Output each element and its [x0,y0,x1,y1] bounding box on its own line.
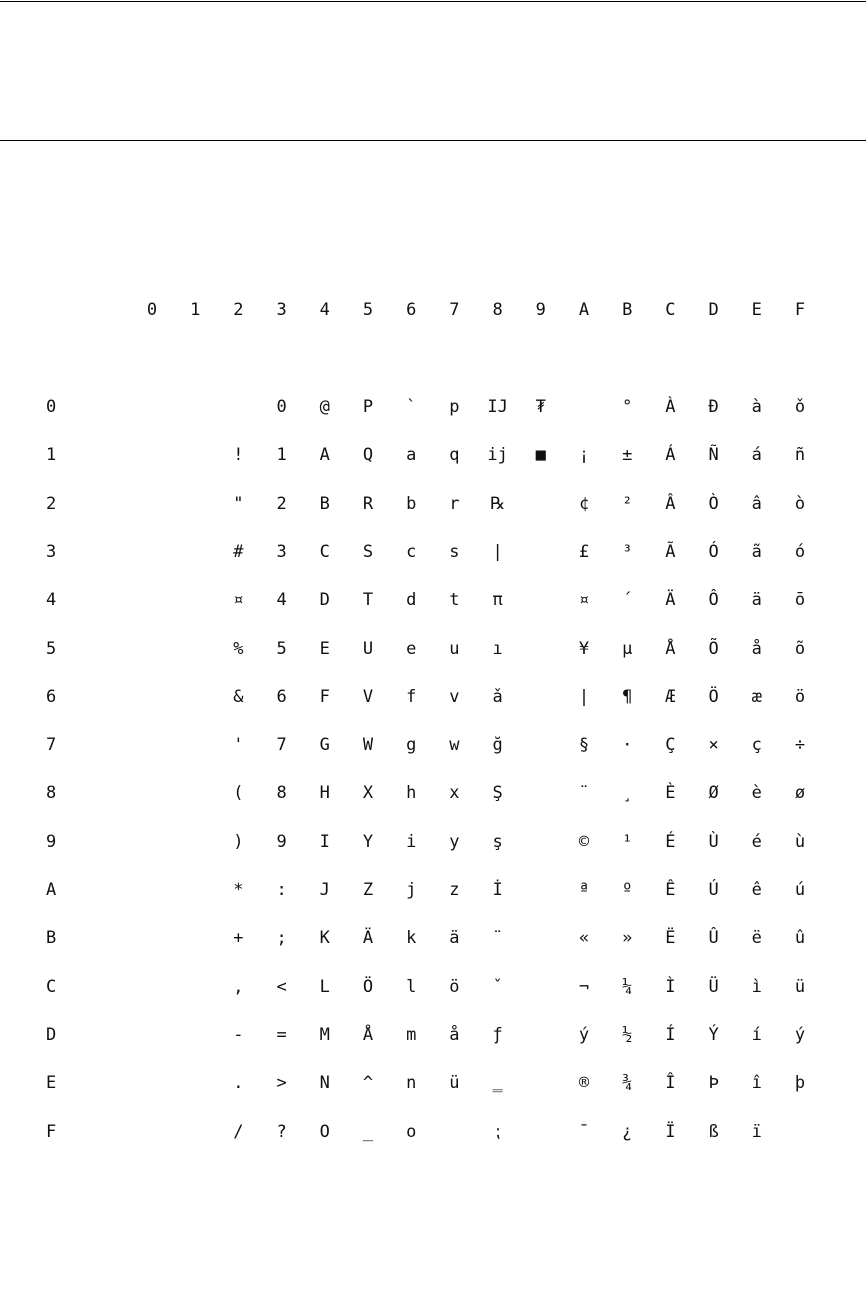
column-header-1: 1 [190,300,201,320]
char-cell-93: 9 [276,831,287,852]
char-cell-08: IJ [487,397,508,417]
char-cell-97: y [449,831,460,852]
char-cell-EF: þ [794,1073,806,1094]
char-cell-7B: · [622,735,633,756]
row-header-6: 6 [46,686,57,707]
char-cell-2F: ò [794,493,806,514]
row-header-4: 4 [46,590,57,611]
char-cell-F6: o [406,1121,417,1142]
char-cell-1E: á [751,445,762,466]
char-cell-0B: ° [622,397,633,417]
char-cell-C6: l [406,976,417,997]
char-cell-12: ! [233,445,244,466]
char-cell-33: 3 [276,541,287,562]
char-cell-14: A [319,445,330,466]
char-cell-A6: j [406,880,417,900]
char-cell-7C: Ç [665,735,676,756]
char-cell-AB: º [622,880,633,900]
char-cell-A8: İ [492,880,503,900]
char-cell-BC: Ë [665,928,676,949]
row-header-2: 2 [46,493,57,514]
char-cell-77: w [449,735,460,756]
char-cell-D6: m [406,1024,417,1045]
char-cell-34: C [319,541,330,562]
char-cell-CC: Ì [665,976,676,997]
char-cell-05: P [362,397,374,417]
char-cell-D4: M [319,1024,330,1045]
char-cell-EE: î [751,1073,762,1094]
char-cell-54: E [319,638,330,659]
char-cell-DC: Í [665,1024,676,1045]
char-cell-67: v [449,686,460,707]
char-cell-0D: Đ [708,397,719,417]
char-cell-E6: n [406,1073,417,1094]
char-cell-C3: < [276,976,287,997]
char-cell-03: 0 [276,397,287,417]
row-header-5: 5 [46,638,57,659]
char-cell-3B: ³ [622,541,633,562]
char-cell-6C: Æ [665,686,676,707]
char-cell-6E: æ [751,686,762,707]
char-cell-87: x [449,783,460,804]
char-cell-C8: ˇ [492,976,503,997]
char-cell-83: 8 [276,783,287,804]
char-cell-EC: Î [665,1073,676,1094]
char-cell-58: ı [492,638,503,659]
char-cell-E2: . [233,1073,244,1094]
char-cell-AE: ê [751,880,762,900]
char-cell-A7: z [449,880,460,900]
char-cell-04: @ [319,397,330,417]
char-cell-8B: ¸ [622,783,633,804]
row-header-3: 3 [46,541,57,562]
char-cell-5B: µ [622,638,633,659]
char-cell-4A: ¤ [578,590,590,611]
char-cell-73: 7 [276,735,287,756]
char-cell-63: 6 [276,686,287,707]
char-cell-16: a [406,445,417,466]
char-cell-F5: _ [362,1121,374,1142]
row-header-9: 9 [46,831,57,852]
char-cell-7A: § [578,735,590,756]
column-header-D: D [708,300,719,320]
char-cell-BF: û [794,928,806,949]
char-cell-64: F [319,686,330,707]
char-cell-46: d [406,590,417,611]
char-cell-47: t [449,590,460,611]
column-header-8: 8 [492,300,503,320]
char-cell-BD: Û [708,928,719,949]
char-cell-94: I [319,831,330,852]
char-cell-4B: ´ [622,590,633,611]
char-cell-C5: Ö [362,976,374,997]
char-cell-ED: Þ [708,1073,719,1094]
char-cell-96: i [406,831,417,852]
char-cell-DB: ½ [622,1024,633,1045]
char-cell-E7: ü [449,1073,460,1094]
row-header-F: F [46,1121,57,1142]
char-cell-3D: Ó [708,541,719,562]
char-cell-AD: Ú [708,880,719,900]
char-cell-09: ₮ [535,397,546,417]
char-cell-1D: Ñ [708,445,719,466]
char-cell-7E: ç [751,735,762,756]
char-cell-3E: ã [751,541,762,562]
char-cell-F8: ⁏ [494,1121,501,1142]
char-cell-28: ℞ [489,493,506,514]
char-cell-65: V [362,686,374,707]
char-cell-8F: ø [794,783,806,804]
char-cell-78: ğ [492,735,503,756]
column-header-E: E [751,300,762,320]
char-cell-DF: ý [794,1024,806,1045]
char-cell-48: π [492,590,503,611]
char-cell-6A: | [578,686,590,707]
char-cell-B5: Ä [362,928,374,949]
char-cell-B6: k [406,928,417,949]
char-cell-57: u [449,638,460,659]
char-cell-E5: ^ [362,1073,374,1094]
char-cell-E8: ‗ [492,1073,503,1094]
char-cell-A3: : [276,880,287,900]
char-cell-5F: õ [794,638,806,659]
char-cell-CF: ü [794,976,806,997]
char-cell-3F: ó [794,541,806,562]
char-cell-FE: ï [751,1121,762,1142]
char-cell-FA: ¯ [578,1121,590,1142]
char-cell-1A: ¡ [578,445,590,466]
char-cell-2E: â [751,493,762,514]
char-cell-BB: » [622,928,633,949]
char-cell-1B: ± [622,445,633,466]
char-cell-06: ` [406,397,417,417]
char-cell-38: | [492,541,503,562]
char-cell-B8: ¨ [492,928,503,949]
char-cell-13: 1 [276,445,287,466]
char-cell-92: ) [233,831,244,852]
char-cell-AF: ú [794,880,806,900]
char-cell-45: T [362,590,374,611]
char-cell-68: ǎ [492,686,503,707]
char-cell-18: ij [487,445,508,466]
column-header-5: 5 [362,300,374,320]
char-cell-2C: Â [665,493,676,514]
char-cell-2D: Ò [708,493,719,514]
char-cell-4C: Ä [665,590,676,611]
char-cell-98: ş [492,831,503,852]
char-cell-DA: ý [578,1024,590,1045]
char-cell-4D: Ô [708,590,719,611]
char-cell-15: Q [362,445,374,466]
char-cell-F2: / [233,1121,244,1142]
column-header-A: A [578,300,590,320]
column-header-7: 7 [449,300,460,320]
char-cell-07: p [449,397,460,417]
char-cell-B7: ä [449,928,460,949]
char-cell-6D: Ö [708,686,719,707]
char-cell-88: Ş [492,783,503,804]
char-cell-B2: + [233,928,244,949]
char-cell-7F: ÷ [794,735,806,756]
char-cell-FC: Ï [665,1121,676,1142]
char-cell-42: ¤ [233,590,244,611]
char-cell-74: G [319,735,330,756]
char-cell-EA: ® [578,1073,590,1094]
char-cell-9E: é [751,831,762,852]
column-header-B: B [622,300,633,320]
column-header-3: 3 [276,300,287,320]
char-cell-2B: ² [622,493,633,514]
row-header-1: 1 [46,445,57,466]
char-cell-CB: ¼ [622,976,633,997]
char-cell-A5: Z [362,880,374,900]
char-cell-3A: £ [578,541,590,562]
char-cell-EB: ¾ [622,1073,633,1094]
char-cell-95: Y [362,831,374,852]
row-header-C: C [46,976,57,997]
char-cell-CE: ì [751,976,762,997]
row-header-D: D [46,1024,57,1045]
row-header-8: 8 [46,783,57,804]
char-cell-19: ■ [535,445,546,466]
char-cell-8D: Ø [708,783,719,804]
char-cell-FB: ¿ [622,1121,633,1142]
char-cell-84: H [319,783,330,804]
char-cell-BE: ë [751,928,762,949]
char-cell-F3: ? [276,1121,287,1142]
char-cell-7D: × [708,735,719,756]
char-cell-B3: ; [276,928,287,949]
column-header-6: 6 [406,300,417,320]
row-header-A: A [46,880,57,900]
char-cell-E4: N [319,1073,330,1094]
char-cell-27: r [449,493,460,514]
column-header-0: 0 [146,300,158,320]
char-cell-23: 2 [276,493,287,514]
char-cell-D7: å [449,1024,460,1045]
char-cell-C2: , [233,976,244,997]
char-cell-85: X [362,783,374,804]
char-cell-76: g [406,735,417,756]
char-cell-BA: « [578,928,590,949]
char-cell-43: 4 [276,590,287,611]
char-cell-52: % [233,638,244,659]
char-cell-CA: ¬ [578,976,590,997]
char-cell-56: e [406,638,417,659]
char-cell-3C: Ã [665,541,676,562]
char-cell-D3: = [276,1024,287,1045]
char-cell-4F: ō [794,590,806,611]
char-cell-9F: ù [794,831,806,852]
char-cell-A2: * [233,880,244,900]
char-cell-B4: K [319,928,330,949]
char-cell-9D: Ù [708,831,719,852]
char-cell-0C: À [665,397,676,417]
char-cell-2A: ¢ [578,493,590,514]
char-cell-36: c [406,541,417,562]
column-header-4: 4 [319,300,330,320]
char-cell-72: ' [233,735,244,756]
row-header-7: 7 [46,735,57,756]
char-cell-8A: ¨ [578,783,590,804]
char-cell-75: W [362,735,374,756]
row-header-E: E [46,1073,57,1094]
char-cell-9B: ¹ [622,831,633,852]
char-cell-E3: > [276,1073,287,1094]
char-cell-DD: Ý [708,1024,719,1045]
char-cell-AA: ª [578,880,590,900]
char-cell-32: # [233,541,244,562]
char-cell-22: " [233,493,244,514]
char-cell-53: 5 [276,638,287,659]
char-cell-6B: ¶ [622,686,633,707]
char-cell-C4: L [319,976,330,997]
char-cell-D5: Å [362,1024,374,1045]
column-header-2: 2 [233,300,244,320]
char-cell-0F: ǒ [794,397,806,417]
char-cell-9A: © [578,831,590,852]
column-header-9: 9 [535,300,546,320]
char-cell-62: & [233,686,244,707]
row-header-0: 0 [46,397,57,417]
char-cell-F4: O [319,1121,330,1142]
char-cell-24: B [319,493,330,514]
char-cell-17: q [449,445,460,466]
char-cell-C7: ö [449,976,460,997]
char-cell-44: D [319,590,330,611]
char-cell-DE: í [751,1024,762,1045]
char-cell-D2: - [233,1024,244,1045]
char-cell-D8: ƒ [492,1024,503,1045]
char-cell-CD: Ü [708,976,719,997]
char-cell-37: s [449,541,460,562]
row-header-B: B [46,928,57,949]
char-cell-9C: É [665,831,676,852]
char-cell-1F: ñ [794,445,806,466]
char-cell-0E: à [751,397,762,417]
char-cell-25: R [362,493,374,514]
char-cell-66: f [406,686,417,707]
char-cell-5D: Õ [708,638,719,659]
char-cell-35: S [362,541,374,562]
char-cell-55: U [362,638,374,659]
char-cell-26: b [406,493,417,514]
char-cell-A4: J [319,880,330,900]
char-cell-6F: ö [794,686,806,707]
char-cell-8E: è [751,783,762,804]
char-cell-8C: È [665,783,676,804]
char-cell-86: h [406,783,417,804]
char-cell-AC: Ê [665,880,676,900]
char-cell-82: ( [233,783,244,804]
char-cell-1C: Á [665,445,676,466]
char-cell-5E: å [751,638,762,659]
char-cell-FD: ß [708,1121,719,1142]
char-cell-5A: ¥ [578,638,590,659]
char-cell-5C: Å [665,638,676,659]
column-header-F: F [794,300,806,320]
column-header-C: C [665,300,676,320]
char-cell-4E: ä [751,590,762,611]
